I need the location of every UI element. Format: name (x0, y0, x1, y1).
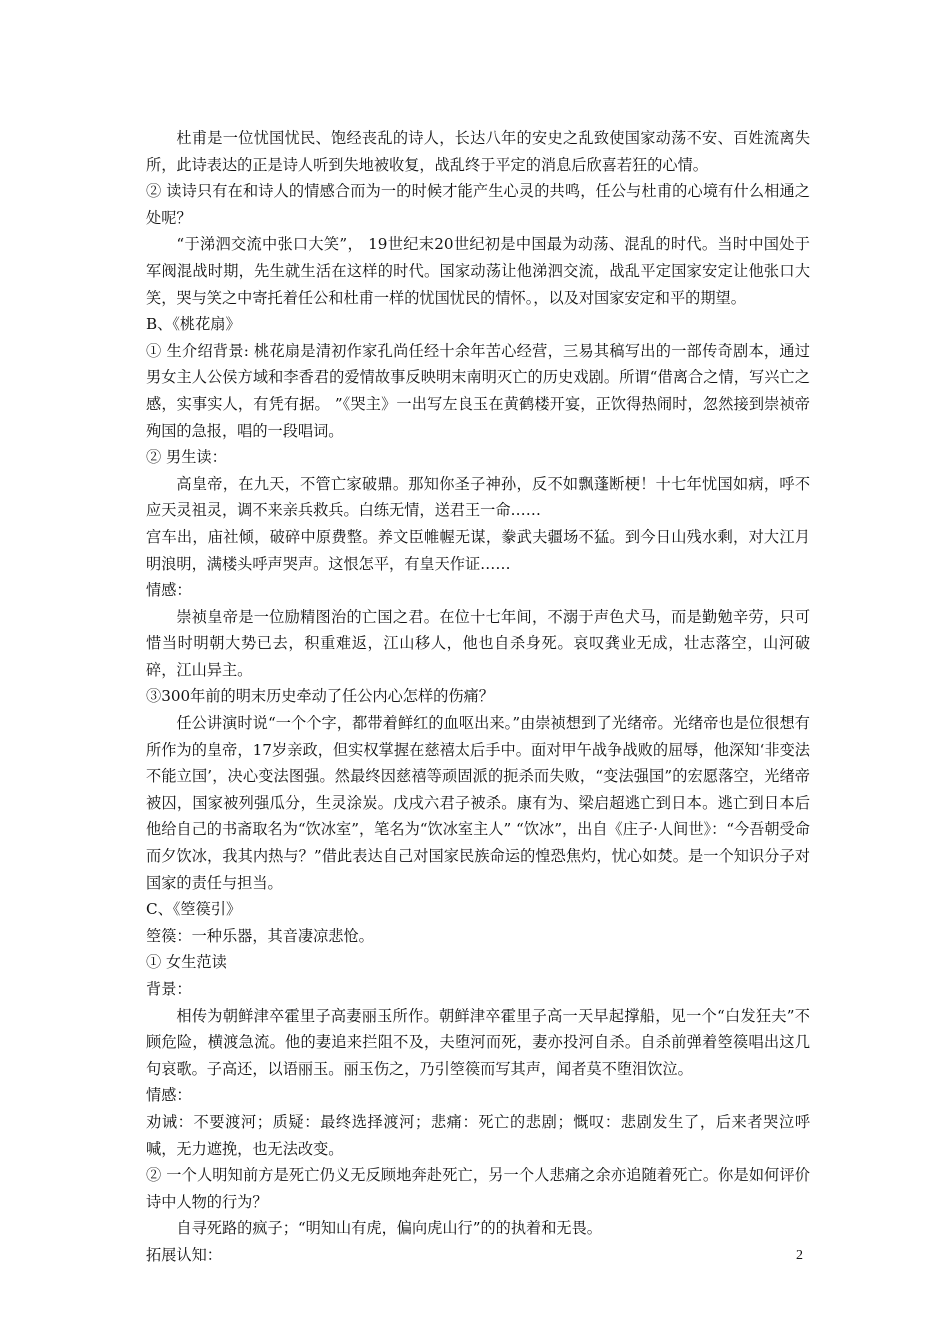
paragraph-answer: 自寻死路的疯子；“明知山有虎，偏向虎山行”的的执着和无畏。 (176, 1219, 602, 1238)
paragraph-taohuashan-background: ① 生介绍背景: 桃花扇是清初作家孔尚任经十余年苦心经营，三易其稿写出的一部传奇剧本，通过男女主人公侯方域和李香君的爱情故事反映明末南明灭亡的历史戏剧。所谓“借离合之情，写兴亡之感，实事实人，有凭有据。 ”《哭主》一出写左良玉在黄鹤楼开宴，正饮得热闹时，忽然接到崇祯帝殉国的急报，唱的一段唱词。 (146, 341, 810, 440)
paragraph-chongzhen: 崇祯皇帝是一位励精图治的亡国之君。在位十七年间，不溺于声色犬马，而是勤勉辛劳，只可惜当时明朝大势已去，积重难返，江山移人，他也自杀身死。哀叹龚业无成，壮志落空，山河破碎，江山异主。 (146, 607, 810, 679)
paragraph-konghou-story: 相传为朝鲜津卒霍里子高妻丽玉所作。朝鲜津卒霍里子高一天早起撑船，见一个“白发狂夫”不顾危险，横渡急流。他的妻追来拦阻不及，夫堕河而死，妻亦投河自杀。自杀前弹着箜篌唱出这几句哀歌。子高还，以语丽玉。丽玉伤之，乃引箜篌而写其声，闻者莫不堕泪饮泣。 (146, 1006, 810, 1078)
question-3-pain: ③300年前的明末历史牵动了任公内心怎样的伤痛？ (146, 687, 494, 706)
section-c-heading: C、《箜篌引》 (146, 900, 242, 919)
paragraph-dufu-background: 杜甫是一位忧国忧民、饱经丧乱的诗人，长达八年的安史之乱致使国家动荡不安、百姓流离失所，此诗表达的正是诗人听到失地被收复，战乱终于平定的消息后欣喜若狂的心情。 (146, 129, 810, 174)
boy-reading-label: ② 男生读： (146, 448, 227, 467)
section-b-heading: B、《桃花扇》 (146, 315, 241, 334)
question-2-evaluate: ② 一个人明知前方是死亡仍义无反顾地奔赴死亡，另一个人悲痛之余亦追随着死亡。你是如何评价诗中人物的行为？ (146, 1166, 810, 1211)
girl-reading-label: ① 女生范读 (146, 953, 227, 972)
emotion-label: 情感： (146, 581, 192, 600)
paragraph-emotions-list: 劝诫：不要渡河；质疑：最终选择渡河；悲痛：死亡的悲剧；慨叹：悲剧发生了，后来者哭泣呼喊，无力遮挽，也无法改变。 (146, 1112, 810, 1158)
document-body (146, 125, 810, 1269)
lyrics-part-1: 高皇帝，在九天，不管亡家破鼎。那知你圣子神孙，反不如飘蓬断梗！十七年忧国如病，呼不应天灵祖灵，调不来亲兵救兵。白练无情，送君王一命…… (146, 474, 810, 520)
konghou-definition: 箜篌：一种乐器，其音凄凉悲怆。 (146, 926, 374, 945)
page-number: 2 (796, 1248, 803, 1263)
extension-label: 拓展认知： (146, 1245, 222, 1264)
paragraph-laugh-and-tears: “于涕泗交流中张口大笑”， 19世纪末20世纪初是中国最为动荡、混乱的时代。当时中国处于军阀混战时期，先生就生活在这样的时代。国家动荡让他涕泗交流，战乱平定国家安定让他张口大笑，哭与笑之中寄托着任公和杜甫一样的忧国忧民的情怀。，以及对国家安定和平的期望。 (146, 235, 810, 307)
paragraph-guangxu: 任公讲演时说“一个个字，都带着鲜红的血呕出来。”由崇祯想到了光绪帝。光绪帝也是位很想有所作为的皇帝，17岁亲政，但实权掌握在慈禧太后手中。面对甲午战争战败的屈辱，他深知‘非变法不能立国’，决心变法图强。然最终因慈禧等顽固派的扼杀而失败，“变法强国”的宏愿落空，光绪帝被囚，国家被列强瓜分，生灵涂炭。戊戌六君子被杀。康有为、梁启超逃亡到日本。逃亡到日本后他给自己的书斋取名为“饮冰室”，笔名为“饮冰室主人” “饮冰”，出自《庄子·人间世》：“今吾朝受命而夕饮冰，我其内热与？”借此表达自己对国家民族命运的惶恐焦灼，忧心如焚。是一个知识分子对国家的责任与担当。 (146, 714, 810, 892)
question-2-resonance: ② 读诗只有在和诗人的情感合而为一的时候才能产生心灵的共鸣，任公与杜甫的心境有什么相通之处呢？ (146, 182, 810, 227)
lyrics-part-2: 宫车出，庙社倾，破碎中原费整。养文臣帷幄无谋，豢武夫疆场不猛。到今日山残水剩，对大江月明浪明，满楼头呼声哭声。这恨怎平，有皇天作证…… (146, 527, 810, 573)
emotion-label-2: 情感： (146, 1086, 192, 1105)
background-label: 背景： (146, 980, 192, 998)
